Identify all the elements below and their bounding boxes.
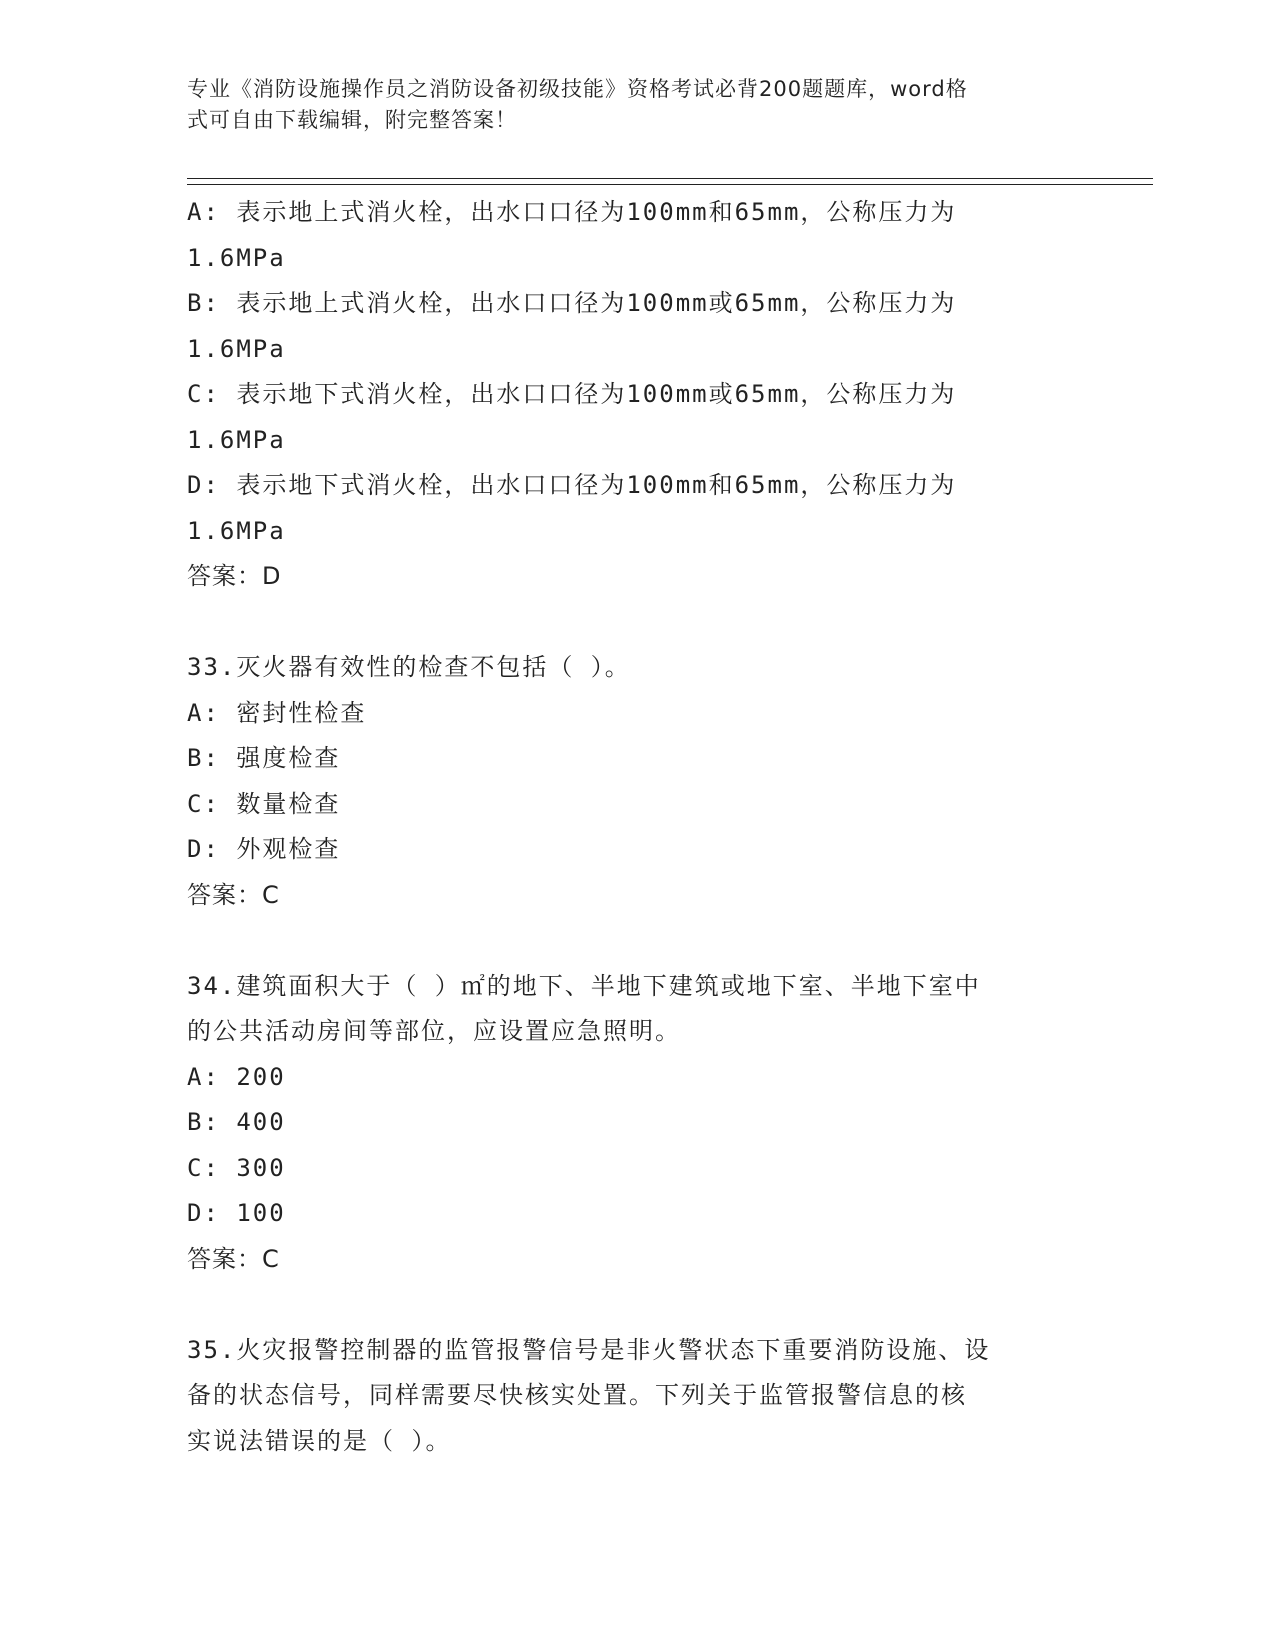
question-33-text: 33.灭火器有效性的检查不包括（ ）。 — [187, 653, 631, 681]
header-line-1: 专业《消防设施操作员之消防设备初级技能》资格考试必背200题题库，word格 — [187, 77, 968, 101]
document-header — [187, 74, 1087, 136]
option-d-line-2: 1.6MPa — [187, 516, 286, 545]
option-c: C: 数量检查 — [187, 789, 341, 818]
option-c-line-1: C: 表示地下式消火栓，出水口口径为100mm或65mm，公称压力为 — [187, 380, 957, 408]
option-d: D: 100 — [187, 1199, 286, 1227]
spacer — [187, 1282, 1087, 1328]
question-34-text-line-1: 34.建筑面积大于（ ）㎡的地下、半地下建筑或地下室、半地下室中 — [187, 971, 981, 1000]
option-d: D: 外观检查 — [187, 835, 341, 863]
header-divider-top — [187, 178, 1153, 179]
option-a-line-1: A: 表示地上式消火栓，出水口口径为100mm和65mm，公称压力为 — [187, 198, 957, 226]
question-34-text-line-2: 的公共活动房间等部位，应设置应急照明。 — [187, 1017, 681, 1045]
answer-34: 答案：C — [187, 1244, 280, 1273]
option-a: A: 密封性检查 — [187, 698, 367, 727]
option-d-line-1: D: 表示地下式消火栓，出水口口径为100mm和65mm，公称压力为 — [187, 471, 957, 499]
option-b: B: 强度检查 — [187, 744, 341, 772]
question-35-text-line-1: 35.火灾报警控制器的监管报警信号是非火警状态下重要消防设施、设 — [187, 1335, 991, 1364]
option-a-line-2: 1.6MPa — [187, 243, 286, 272]
header-line-2: 式可自由下载编辑，附完整答案！ — [187, 108, 517, 132]
question-35 — [187, 1328, 1087, 1465]
spacer — [187, 600, 1087, 646]
option-c: C: 300 — [187, 1153, 286, 1182]
question-32-options — [187, 190, 1087, 600]
option-b: B: 400 — [187, 1108, 286, 1136]
header-divider-bottom — [187, 184, 1153, 185]
question-33 — [187, 645, 1087, 918]
answer-32: 答案：D — [187, 562, 282, 590]
answer-33: 答案：C — [187, 880, 280, 909]
question-35-text-line-3: 实说法错误的是（ ）。 — [187, 1426, 452, 1455]
option-b-line-1: B: 表示地上式消火栓，出水口口径为100mm或65mm，公称压力为 — [187, 289, 957, 317]
question-content — [187, 190, 1087, 1464]
option-c-line-2: 1.6MPa — [187, 425, 286, 454]
option-a: A: 200 — [187, 1062, 286, 1091]
spacer — [187, 918, 1087, 964]
question-35-text-line-2: 备的状态信号，同样需要尽快核实处置。下列关于监管报警信息的核 — [187, 1381, 967, 1409]
option-b-line-2: 1.6MPa — [187, 334, 286, 363]
question-34 — [187, 964, 1087, 1283]
